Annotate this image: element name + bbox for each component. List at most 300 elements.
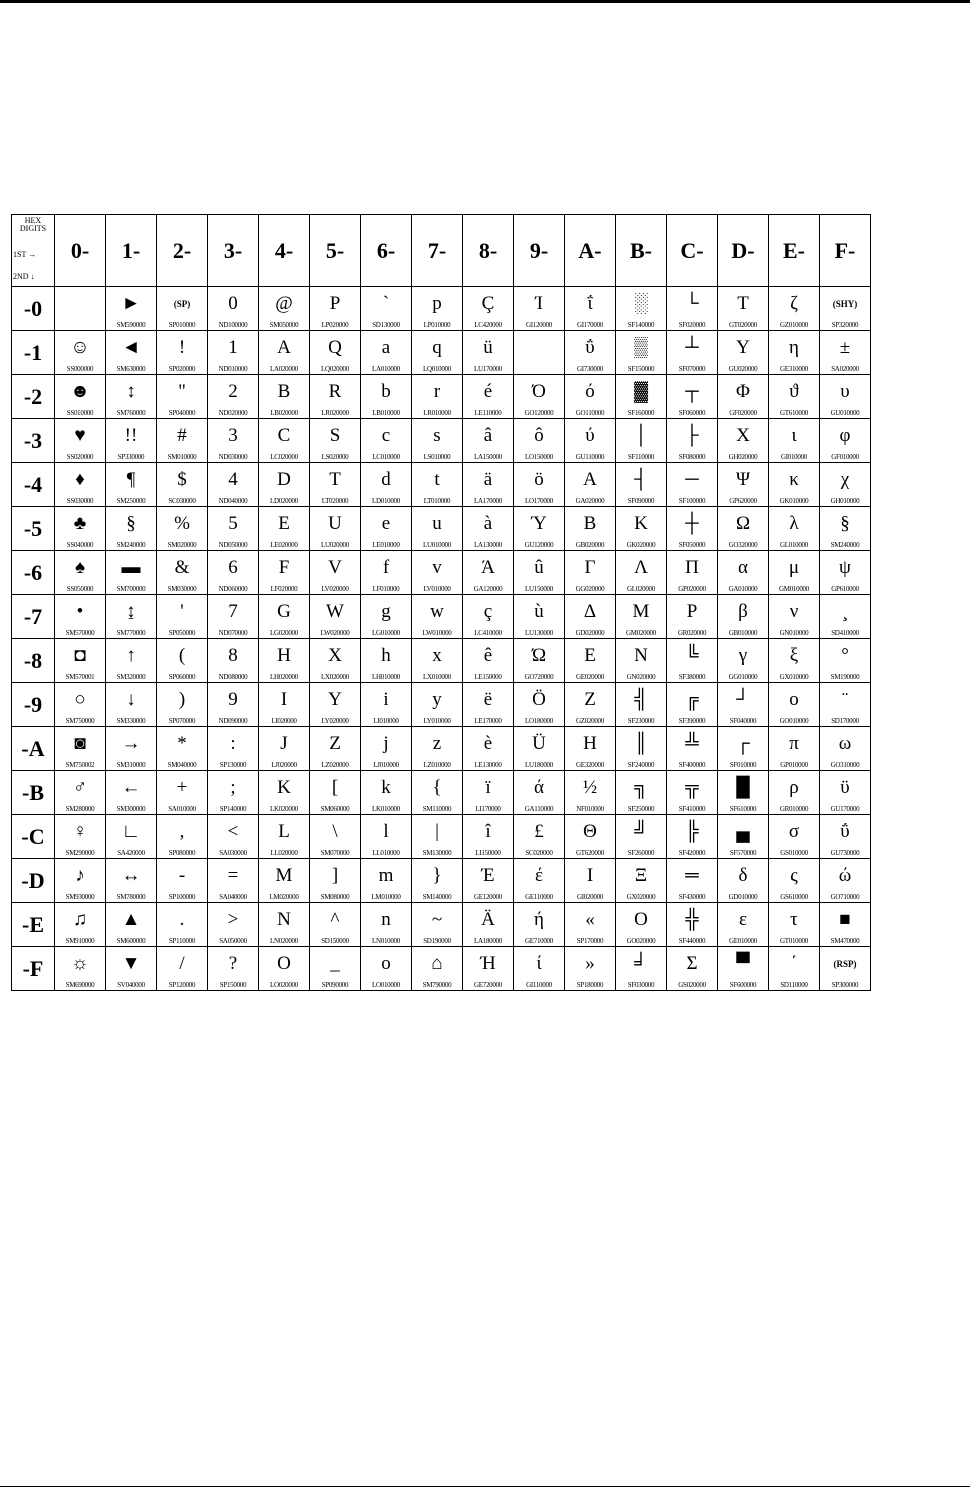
table-row xyxy=(12,859,871,903)
cell-code: SM310000 xyxy=(116,761,146,769)
cell-code: SF570000 xyxy=(729,849,757,857)
code-cell xyxy=(769,507,820,551)
cell-code: LU020000 xyxy=(321,541,349,549)
code-cell xyxy=(514,683,565,727)
cell-code: GE720000 xyxy=(474,981,502,989)
code-cell xyxy=(412,551,463,595)
cell-code: LA180000 xyxy=(474,937,502,945)
cell-glyph: l xyxy=(383,821,389,842)
cell-code: GZ020000 xyxy=(576,717,604,725)
cell-code: GO120000 xyxy=(524,409,554,417)
cell-code: ND040000 xyxy=(218,497,248,505)
table-row xyxy=(12,771,871,815)
code-cell xyxy=(463,287,514,331)
cell-code: GE020000 xyxy=(576,673,604,681)
cell-code: GS010000 xyxy=(780,849,808,857)
cell-glyph: φ xyxy=(839,425,851,446)
code-cell xyxy=(208,727,259,771)
cell-code: SP150000 xyxy=(219,981,247,989)
cell-glyph: ë xyxy=(483,689,493,710)
code-cell xyxy=(208,375,259,419)
cell-code: LQ010000 xyxy=(423,365,451,373)
code-cell xyxy=(106,727,157,771)
cell-glyph: ά xyxy=(534,777,544,798)
cell-glyph: █ xyxy=(736,777,750,798)
cell-code: SA420000 xyxy=(117,849,145,857)
code-cell xyxy=(769,463,820,507)
cell-code: SP140000 xyxy=(219,805,247,813)
code-cell xyxy=(412,727,463,771)
cell-glyph: 0 xyxy=(228,293,238,314)
cell-glyph: Ε xyxy=(584,645,596,666)
code-cell xyxy=(718,287,769,331)
table-row xyxy=(12,375,871,419)
cell-glyph: , xyxy=(179,821,185,842)
code-cell xyxy=(157,947,208,991)
cell-glyph: ╠ xyxy=(685,821,699,842)
code-cell xyxy=(514,375,565,419)
code-cell xyxy=(463,947,514,991)
code-cell xyxy=(820,683,871,727)
cell-glyph: > xyxy=(227,909,239,930)
cell-glyph: - xyxy=(178,865,186,886)
cell-glyph: ε xyxy=(739,909,747,930)
cell-glyph: μ xyxy=(788,557,800,578)
cell-code: LO020000 xyxy=(270,981,298,989)
cell-glyph: ¶ xyxy=(126,469,136,490)
cell-glyph: ╣ xyxy=(634,689,648,710)
code-cell xyxy=(361,815,412,859)
cell-code: GN010000 xyxy=(779,629,809,637)
cell-code: ND050000 xyxy=(218,541,248,549)
cell-glyph: ΄ xyxy=(790,953,798,974)
cell-code: GI730000 xyxy=(577,365,603,373)
cell-code: SA050000 xyxy=(219,937,247,945)
cell-code: SF420000 xyxy=(678,849,706,857)
column-header: 7- xyxy=(412,215,463,287)
cell-code: SM330000 xyxy=(116,717,146,725)
cell-code: SM600000 xyxy=(116,937,146,945)
cell-code: GG010000 xyxy=(728,673,758,681)
cell-glyph: « xyxy=(585,909,595,930)
code-cell xyxy=(157,727,208,771)
code-cell xyxy=(259,463,310,507)
code-cell xyxy=(667,419,718,463)
cell-code: LL020000 xyxy=(270,849,298,857)
cell-glyph: ┘ xyxy=(736,689,750,710)
cell-code: SM240000 xyxy=(830,541,860,549)
cell-code: LZ020000 xyxy=(321,761,349,769)
cell-glyph: Η xyxy=(583,733,597,754)
cell-glyph: . xyxy=(179,909,185,930)
cell-code: SP060000 xyxy=(168,673,196,681)
code-cell xyxy=(820,595,871,639)
cell-code: LS020000 xyxy=(321,453,349,461)
column-header: D- xyxy=(718,215,769,287)
code-cell xyxy=(616,683,667,727)
cell-glyph: ■ xyxy=(839,909,851,930)
cell-glyph: ↔ xyxy=(121,865,141,886)
code-cell xyxy=(769,375,820,419)
code-cell xyxy=(769,551,820,595)
code-cell xyxy=(106,639,157,683)
code-cell xyxy=(463,639,514,683)
cell-glyph: N xyxy=(277,909,291,930)
corner-first-digit: 1ST → xyxy=(13,250,37,259)
code-cell xyxy=(667,507,718,551)
code-cell xyxy=(259,287,310,331)
cell-code: SF400000 xyxy=(678,761,706,769)
code-cell xyxy=(361,551,412,595)
cell-glyph: └ xyxy=(685,293,699,314)
cell-glyph: Q xyxy=(328,337,342,358)
code-cell xyxy=(259,815,310,859)
code-cell xyxy=(718,463,769,507)
cell-glyph: 4 xyxy=(228,469,238,490)
cell-code: SM760000 xyxy=(116,409,146,417)
column-header: 9- xyxy=(514,215,565,287)
code-cell xyxy=(463,463,514,507)
code-cell xyxy=(718,815,769,859)
cell-glyph: ί xyxy=(536,953,542,974)
cell-code: SM040000 xyxy=(167,761,197,769)
code-cell xyxy=(412,771,463,815)
cell-code: SM930000 xyxy=(65,893,95,901)
code-cell xyxy=(463,727,514,771)
cell-code: SM080000 xyxy=(320,893,350,901)
code-cell xyxy=(667,947,718,991)
code-cell xyxy=(106,551,157,595)
cell-code: LU130000 xyxy=(525,629,553,637)
code-cell xyxy=(412,287,463,331)
code-cell xyxy=(106,947,157,991)
cell-glyph: (SHY) xyxy=(832,299,858,309)
cell-code: SM910000 xyxy=(65,937,95,945)
row-header: -9 xyxy=(12,683,55,727)
cell-code: LA020000 xyxy=(270,365,298,373)
cell-code: LE130000 xyxy=(474,761,502,769)
code-cell xyxy=(667,595,718,639)
cell-glyph: Λ xyxy=(634,557,648,578)
code-cell xyxy=(157,639,208,683)
column-header: B- xyxy=(616,215,667,287)
cell-code: LE170000 xyxy=(474,717,502,725)
cell-code: SF040000 xyxy=(729,717,757,725)
cell-glyph: !! xyxy=(124,425,138,446)
cell-code: SM780000 xyxy=(116,893,146,901)
code-cell xyxy=(769,727,820,771)
code-cell xyxy=(259,551,310,595)
cell-glyph: T xyxy=(329,469,341,490)
code-cell xyxy=(106,419,157,463)
cell-code: ND100000 xyxy=(218,321,248,329)
code-cell xyxy=(55,595,106,639)
code-cell xyxy=(616,463,667,507)
column-header: 1- xyxy=(106,215,157,287)
cell-code: LI010000 xyxy=(373,717,399,725)
cell-glyph: 8 xyxy=(228,645,238,666)
cell-code: LC410000 xyxy=(474,629,502,637)
cell-glyph: ¨ xyxy=(841,689,849,710)
cell-code: SF060000 xyxy=(678,409,706,417)
cell-code: LF010000 xyxy=(372,585,400,593)
cell-code: SD190000 xyxy=(423,937,451,945)
cell-code: SF020000 xyxy=(678,321,706,329)
cell-code: SP170000 xyxy=(576,937,604,945)
code-cell xyxy=(361,727,412,771)
column-header: F- xyxy=(820,215,871,287)
cell-glyph: \ xyxy=(332,821,338,842)
code-cell xyxy=(616,551,667,595)
row-header: -1 xyxy=(12,331,55,375)
cell-code: SD130000 xyxy=(372,321,400,329)
code-cell xyxy=(565,419,616,463)
cell-code: SF110000 xyxy=(627,453,655,461)
code-cell xyxy=(820,419,871,463)
code-cell xyxy=(361,683,412,727)
code-cell xyxy=(667,639,718,683)
cell-code: GF020000 xyxy=(729,409,757,417)
code-cell xyxy=(718,683,769,727)
code-cell xyxy=(514,727,565,771)
cell-code: SF260000 xyxy=(627,849,655,857)
code-cell xyxy=(514,815,565,859)
code-cell xyxy=(106,507,157,551)
code-cell xyxy=(412,639,463,683)
code-cell xyxy=(412,419,463,463)
code-cell xyxy=(157,771,208,815)
cell-glyph xyxy=(514,335,564,361)
code-cell xyxy=(565,683,616,727)
code-cell xyxy=(208,507,259,551)
cell-code: LJ020000 xyxy=(271,761,297,769)
cell-code: LA130000 xyxy=(474,541,502,549)
code-cell xyxy=(259,595,310,639)
column-header: 8- xyxy=(463,215,514,287)
code-cell xyxy=(55,331,106,375)
cell-code: SF160000 xyxy=(627,409,655,417)
cell-code: SP110000 xyxy=(168,937,196,945)
cell-code: SF440000 xyxy=(678,937,706,945)
cell-code: LI150000 xyxy=(475,849,501,857)
code-cell xyxy=(106,771,157,815)
cell-code: NF010000 xyxy=(576,805,604,813)
corner-second-digit: 2ND ↓ xyxy=(13,272,35,281)
code-cell xyxy=(769,287,820,331)
cell-glyph: ô xyxy=(534,425,544,446)
cell-glyph: 6 xyxy=(228,557,238,578)
cell-code: LV020000 xyxy=(321,585,349,593)
cell-code: SA020000 xyxy=(831,365,859,373)
cell-code: SM060000 xyxy=(320,805,350,813)
cell-glyph: ╝ xyxy=(634,821,648,842)
cell-glyph: s xyxy=(433,425,441,446)
cell-code: GR010000 xyxy=(779,805,809,813)
code-cell xyxy=(820,507,871,551)
cell-code: LP010000 xyxy=(423,321,451,329)
code-cell xyxy=(208,859,259,903)
cell-glyph: π xyxy=(789,733,799,754)
code-cell xyxy=(769,331,820,375)
cell-glyph: ┬ xyxy=(685,381,699,402)
code-cell xyxy=(667,331,718,375)
cell-glyph: ½ xyxy=(582,777,598,798)
cell-code: SP320000 xyxy=(831,321,859,329)
cell-glyph: Θ xyxy=(583,821,597,842)
cell-glyph: Φ xyxy=(736,381,750,402)
table-row xyxy=(12,551,871,595)
code-cell xyxy=(361,375,412,419)
cell-code: GS610000 xyxy=(780,893,808,901)
cell-code: GU120000 xyxy=(524,541,554,549)
cell-glyph: C xyxy=(277,425,291,446)
code-cell xyxy=(718,419,769,463)
code-cell xyxy=(55,287,106,331)
cell-glyph: t xyxy=(434,469,440,490)
cell-glyph: ├ xyxy=(685,425,699,446)
cell-glyph: x xyxy=(432,645,442,666)
cell-glyph: Β xyxy=(583,513,597,534)
cell-code: SA040000 xyxy=(219,893,247,901)
header-row xyxy=(12,215,871,287)
cell-glyph: c xyxy=(381,425,391,446)
cell-code: GT020000 xyxy=(729,321,757,329)
cell-glyph: O xyxy=(277,953,291,974)
code-cell xyxy=(310,727,361,771)
cell-code: LX020000 xyxy=(321,673,349,681)
cell-glyph: ♪ xyxy=(75,865,85,886)
cell-code: GE120000 xyxy=(474,893,502,901)
code-cell xyxy=(259,375,310,419)
cell-code: SA010000 xyxy=(168,805,196,813)
code-cell xyxy=(820,771,871,815)
cell-code: SM110000 xyxy=(422,805,452,813)
code-cell xyxy=(718,551,769,595)
cell-glyph: ï xyxy=(485,777,491,798)
cell-code: LO010000 xyxy=(372,981,400,989)
cell-code: LI170000 xyxy=(475,805,501,813)
cell-glyph: Ç xyxy=(481,293,495,314)
cell-glyph: r xyxy=(433,381,441,402)
cell-code: SF230000 xyxy=(627,717,655,725)
code-cell xyxy=(259,947,310,991)
cell-glyph: m xyxy=(378,865,394,886)
column-header: 0- xyxy=(55,215,106,287)
code-cell xyxy=(361,771,412,815)
cell-code: SM020000 xyxy=(167,541,197,549)
cell-glyph: ! xyxy=(178,337,186,358)
cell-code: LZ010000 xyxy=(423,761,451,769)
cell-glyph: Π xyxy=(685,557,699,578)
cell-glyph: ω xyxy=(838,733,852,754)
cell-code: SM300000 xyxy=(116,805,146,813)
cell-glyph: ϑ xyxy=(789,381,799,402)
code-cell xyxy=(55,375,106,419)
code-page-table xyxy=(11,214,871,991)
cell-code: GO320000 xyxy=(728,541,758,549)
row-header: -F xyxy=(12,947,55,991)
cell-glyph: £ xyxy=(534,821,544,842)
row-header: -6 xyxy=(12,551,55,595)
code-cell xyxy=(259,903,310,947)
cell-glyph: ê xyxy=(483,645,493,666)
cell-code: LI020000 xyxy=(271,717,297,725)
cell-code: GP020000 xyxy=(678,585,706,593)
code-cell xyxy=(259,331,310,375)
code-cell xyxy=(157,375,208,419)
code-cell xyxy=(463,331,514,375)
code-cell xyxy=(514,595,565,639)
corner-cell xyxy=(12,215,55,287)
cell-code: LU150000 xyxy=(525,585,553,593)
cell-glyph: g xyxy=(381,601,391,622)
cell-glyph: ▬ xyxy=(121,557,141,578)
cell-glyph: ) xyxy=(178,689,186,710)
cell-glyph: ┤ xyxy=(634,469,648,490)
cell-code: SF390000 xyxy=(678,717,706,725)
cell-glyph: ▓ xyxy=(634,381,648,402)
cell-code: SS000000 xyxy=(66,365,94,373)
cell-glyph: ä xyxy=(483,469,493,490)
cell-glyph: Ή xyxy=(480,953,496,974)
cell-code: SF380000 xyxy=(678,673,706,681)
table-row xyxy=(12,595,871,639)
row-header: -B xyxy=(12,771,55,815)
cell-code: LO180000 xyxy=(525,717,553,725)
code-cell xyxy=(769,859,820,903)
code-cell xyxy=(769,903,820,947)
column-header: C- xyxy=(667,215,718,287)
cell-code: SP130000 xyxy=(219,761,247,769)
code-cell xyxy=(208,463,259,507)
cell-code: LB010000 xyxy=(372,409,400,417)
code-cell xyxy=(565,507,616,551)
cell-glyph: ╬ xyxy=(685,909,699,930)
cell-glyph: [ xyxy=(331,777,339,798)
cell-code: GT620000 xyxy=(576,849,604,857)
cell-code: LE110000 xyxy=(474,409,502,417)
cell-glyph: H xyxy=(277,645,291,666)
cell-glyph: b xyxy=(381,381,391,402)
cell-code: GP010000 xyxy=(780,761,808,769)
code-cell xyxy=(667,815,718,859)
cell-code: SF410000 xyxy=(678,805,706,813)
cell-glyph: à xyxy=(483,513,493,534)
cell-code: SF050000 xyxy=(678,541,706,549)
cell-code: SF140000 xyxy=(627,321,655,329)
code-cell xyxy=(106,903,157,947)
cell-code: GR020000 xyxy=(677,629,707,637)
table-row xyxy=(12,419,871,463)
cell-code: ND010000 xyxy=(218,365,248,373)
cell-code: SS040000 xyxy=(66,541,94,549)
cell-glyph: ← xyxy=(121,777,141,798)
code-cell xyxy=(310,331,361,375)
code-cell xyxy=(106,331,157,375)
table-row xyxy=(12,287,871,331)
cell-code: LU170000 xyxy=(474,365,502,373)
code-cell xyxy=(463,815,514,859)
code-cell xyxy=(463,771,514,815)
cell-code: SF600000 xyxy=(729,981,757,989)
cell-code: GM020000 xyxy=(626,629,656,637)
code-cell xyxy=(616,287,667,331)
cell-code: LK020000 xyxy=(270,805,298,813)
cell-code: SF240000 xyxy=(627,761,655,769)
cell-code: LH020000 xyxy=(270,673,298,681)
cell-glyph: ╗ xyxy=(634,777,648,798)
cell-glyph: ▄ xyxy=(736,821,750,842)
